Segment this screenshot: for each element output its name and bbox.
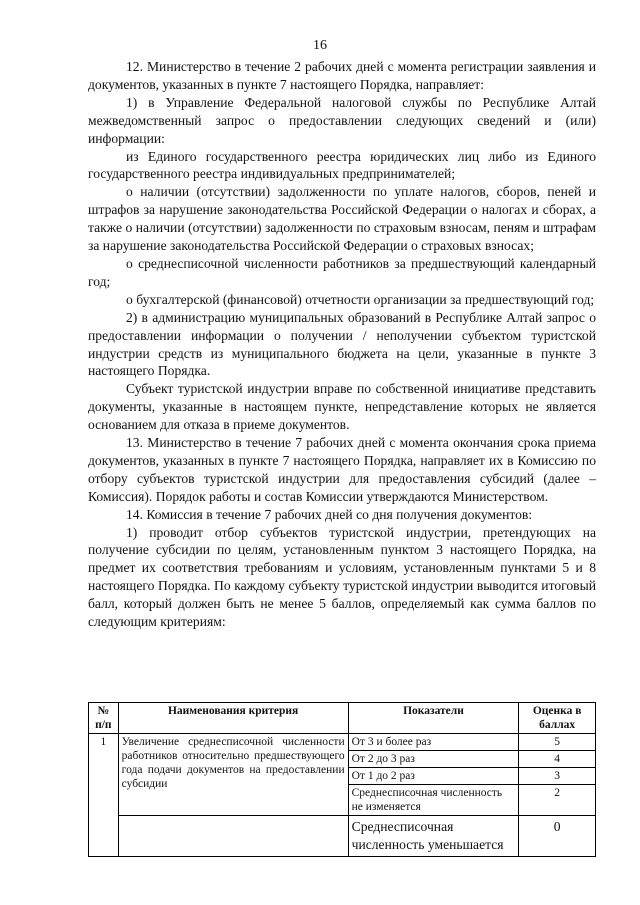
table-header-row — [89, 703, 596, 734]
paragraph: 1) проводит отбор субъектов туристской индустрии, претендующих на получение субсидии по целям, установленным пунктом 3 настоящего Порядка, на предмет их соответствия требованиям и условиям, установленным пунктами 5 и 8 настоящего Порядка. По каждому субъекту туристской индустрии выводится итоговый балл, который должен быть не менее 5 баллов, определяемый как сумма баллов по следующим критериям: — [88, 524, 596, 630]
criterion-name: Увеличение среднесписочной численности работников относительно предшествующего года подачи документов на предоставлении субсидии — [118, 734, 348, 816]
indicator-score: 2 — [519, 785, 596, 816]
row-num: 1 — [89, 734, 119, 857]
indicator-text: Среднесписочная численность не изменяется — [348, 785, 519, 816]
indicator-text: От 3 и более раз — [348, 734, 519, 751]
header-score: Оценка в баллах — [519, 703, 596, 734]
paragraph: Субъект туристской индустрии вправе по собственной инициативе представить документы, указанные в настоящем пункте, непредставление которых не является основанием для отказа в приеме документов. — [88, 381, 596, 433]
paragraph: 13. Министерство в течение 7 рабочих дней с момента окончания срока приема документов, указанных в пункте 7 настоящего Порядка, направляет их в Комиссию по отбору субъектов туристской индустрии для предоставления субсидий (далее – Комиссия). Порядок работы и состав Комиссии утверждаются Министерством. — [88, 435, 596, 504]
header-criterion-name: Наименования критерия — [118, 703, 348, 734]
header-num: № п/п — [89, 703, 119, 734]
indicator-score: 4 — [519, 751, 596, 768]
paragraph: о бухгалтерской (финансовой) отчетности организации за предшествующий год; — [126, 291, 595, 307]
document-body — [88, 58, 596, 631]
indicator-score: 0 — [519, 816, 596, 857]
indicator-score: 3 — [519, 768, 596, 785]
paragraph: 12. Министерство в течение 2 рабочих дней с момента регистрации заявления и документов, указанных в пункте 7 настоящего Порядка, направляет: — [88, 59, 596, 92]
indicator-text: Среднесписочная численность уменьшается — [348, 816, 519, 857]
indicator-score: 5 — [519, 734, 596, 751]
paragraph: из Единого государственного реестра юридических лиц либо из Единого государственного реестра индивидуальных предпринимателей; — [88, 148, 596, 182]
table-row — [89, 816, 596, 857]
header-indicators: Показатели — [348, 703, 519, 734]
table-row — [89, 734, 596, 751]
indicator-text: От 1 до 2 раз — [348, 768, 519, 785]
criterion-name-continued — [118, 816, 348, 857]
indicator-text: От 2 до 3 раз — [348, 751, 519, 768]
page-number: 16 — [313, 38, 327, 53]
paragraph: 14. Комиссия в течение 7 рабочих дней со дня получения документов: — [126, 506, 533, 522]
paragraph: о наличии (отсутствии) задолженности по уплате налогов, сборов, пеней и штрафов за нарушение законодательства Российской Федерации о налогах и сборах, а также о наличии (отсутствии) задолженности по страховым взносам, пеням и штрафам за нарушение законодательства Российской Федерации о страховых взносах; — [88, 184, 596, 254]
criteria-table — [88, 702, 596, 857]
paragraph: 1) в Управление Федеральной налоговой службы по Республике Алтай межведомственный запрос о предоставлении следующих сведений и (или) информации: — [88, 94, 596, 146]
paragraph: 2) в администрацию муниципальных образований в Республике Алтай запрос о предоставлении информации о получении / неполучении субъектом туристской индустрии средств из муниципального бюджета на цели, указанные в пункте 3 настоящего Порядка. — [88, 309, 596, 379]
paragraph: о среднесписочной численности работников за предшествующий календарный год; — [88, 255, 596, 289]
